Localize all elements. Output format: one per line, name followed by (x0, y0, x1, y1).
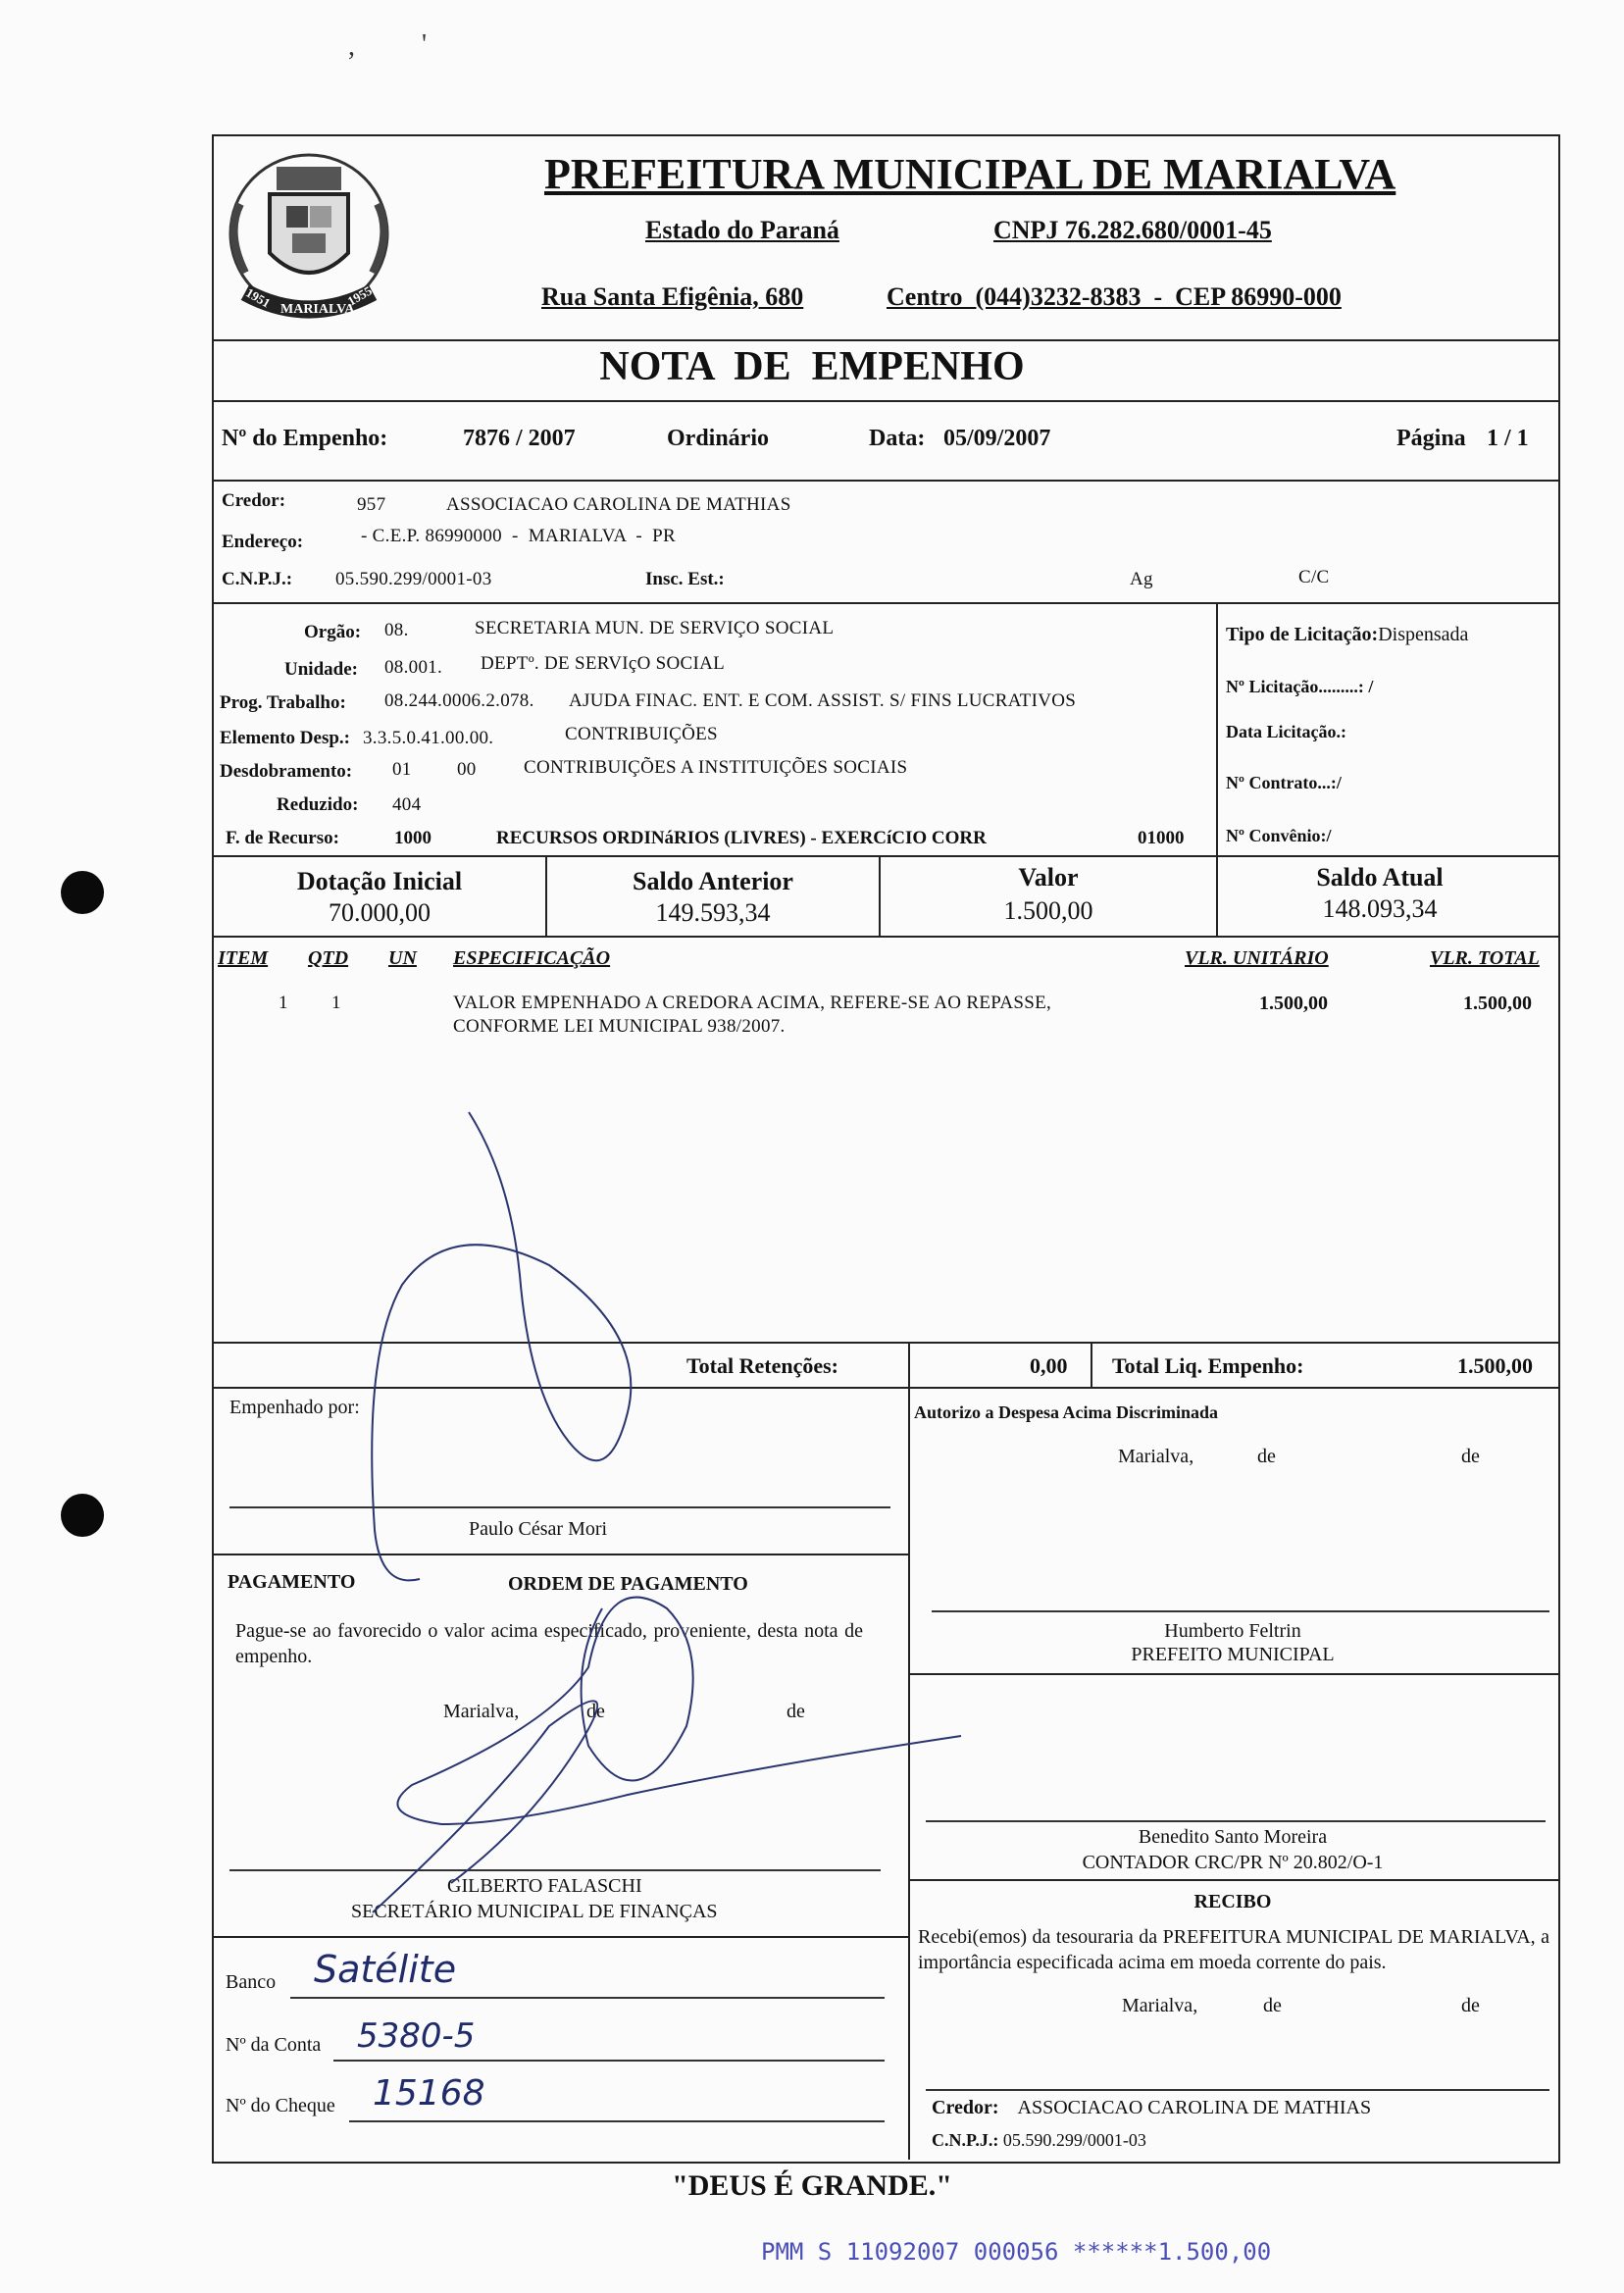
dotacao-value: 70.000,00 (329, 898, 431, 927)
elemento-code: 3.3.5.0.41.00.00. (363, 728, 494, 748)
items-header-total: VLR. TOTAL (1430, 947, 1540, 969)
ordem-text: Pague-se ao favorecido o valor acima especificado, proveniente, desta nota de empenho. (235, 1620, 863, 1667)
prefeito-name: Humberto Feltrin (1164, 1620, 1301, 1642)
retencoes-label: Total Retenções: (686, 1353, 838, 1378)
recibo-cnpj-value: 05.590.299/0001-03 (1002, 2130, 1146, 2150)
org-state: Estado do Paraná (645, 216, 839, 244)
items-header-unit: VLR. UNITÁRIO (1185, 947, 1329, 969)
conta-label: Nº da Conta (226, 2034, 322, 2056)
recurso-label: F. de Recurso: (226, 828, 339, 848)
orgao-code: 08. (384, 620, 409, 640)
elemento-name: CONTRIBUIÇÕES (565, 724, 718, 744)
org-name: PREFEITURA MUNICIPAL DE MARIALVA (544, 150, 1396, 198)
ordem-place: Marialva, (443, 1701, 520, 1722)
saldo-anterior-value: 149.593,34 (655, 898, 771, 927)
item-total-value: 1.500,00 (1463, 993, 1532, 1014)
org-address-detail: Centro (044)3232-8383 - CEP 86990-000 (887, 282, 1342, 311)
item-spec-line2: CONFORME LEI MUNICIPAL 938/2007. (453, 1016, 786, 1037)
empenhado-name: Paulo César Mori (469, 1518, 608, 1540)
orgao-label: Orgão: (304, 622, 362, 642)
licitacao-tipo-value: Dispensada (1378, 624, 1469, 645)
autorizo-de-1: de (1257, 1446, 1276, 1467)
scan-speck: ' (422, 29, 428, 60)
liquido-label: Total Liq. Empenho: (1112, 1353, 1304, 1378)
items-header-spec: ESPECIFICAÇÃO (453, 947, 611, 969)
creditor-code: 957 (357, 494, 386, 515)
unidade-name: DEPTº. DE SERVIçO SOCIAL (481, 653, 726, 674)
org-address: Rua Santa Efigênia, 680 (541, 282, 804, 311)
recibo-de-1: de (1263, 1995, 1282, 2016)
reduzido-label: Reduzido: (277, 794, 359, 815)
saldo-atual-value: 148.093,34 (1322, 894, 1438, 923)
ordem-label: ORDEM DE PAGAMENTO (508, 1573, 748, 1595)
banco-value: Satélite (314, 1948, 457, 1991)
desdobramento-name: CONTRIBUIÇÕES A INSTITUIÇÕES SOCIAIS (524, 757, 908, 778)
secretario-name: GILBERTO FALASCHI (447, 1875, 642, 1897)
cheque-value: 15168 (373, 2073, 485, 2114)
creditor-cnpj: 05.590.299/0001-03 (335, 569, 492, 589)
creditor-cc-label: C/C (1298, 567, 1330, 587)
orgao-name: SECRETARIA MUN. DE SERVIÇO SOCIAL (475, 618, 835, 638)
desdobramento-label: Desdobramento: (220, 761, 353, 782)
creditor-label: Credor: (222, 490, 286, 511)
prog-code: 08.244.0006.2.078. (384, 690, 534, 711)
items-header-un: UN (388, 947, 417, 969)
autorizo-label: Autorizo a Despesa Acima Discriminada (914, 1402, 1218, 1422)
org-cnpj: CNPJ 76.282.680/0001-45 (993, 216, 1272, 244)
valor-value: 1.500,00 (1003, 896, 1093, 925)
unidade-code: 08.001. (384, 657, 443, 678)
retencoes-value: 0,00 (1030, 1353, 1068, 1378)
empenho-type: Ordinário (667, 426, 770, 451)
creditor-ag-label: Ag (1130, 569, 1153, 589)
crest-banner-text: MARIALVA (280, 302, 355, 317)
contador-title: CONTADOR CRC/PR Nº 20.802/O-1 (1082, 1852, 1384, 1873)
ordem-de-1: de (586, 1701, 605, 1722)
prefeito-title: PREFEITO MUNICIPAL (1131, 1644, 1335, 1665)
recibo-de-2: de (1461, 1995, 1480, 2016)
empenho-date: 05/09/2007 (943, 426, 1051, 451)
document-title: NOTA DE EMPENHO (599, 344, 1025, 389)
crest-year-right: 1955 (344, 282, 375, 309)
licitacao-numero: Nº Licitação.........: / (1226, 677, 1374, 696)
recibo-credor-label: Credor: (932, 2097, 999, 2118)
saldo-anterior-label: Saldo Anterior (633, 867, 793, 895)
licitacao-tipo-label: Tipo de Licitação: (1226, 624, 1379, 645)
creditor-address-label: Endereço: (222, 532, 304, 552)
banco-label: Banco (226, 1971, 277, 1993)
page-number: 1 / 1 (1487, 426, 1529, 451)
recurso-code: 1000 (394, 828, 431, 848)
recibo-place: Marialva, (1122, 1995, 1198, 2016)
empenho-number-label: Nº do Empenho: (222, 426, 388, 451)
reduzido-value: 404 (392, 794, 422, 815)
liquido-value: 1.500,00 (1457, 1353, 1533, 1378)
dotacao-label: Dotação Inicial (296, 867, 463, 895)
licitacao-contrato: Nº Contrato...:/ (1226, 773, 1342, 792)
desdobramento-code2: 00 (457, 759, 477, 780)
contador-name: Benedito Santo Moreira (1138, 1826, 1328, 1848)
empenho-number: 7876 / 2007 (463, 426, 576, 451)
recibo-credor-name: ASSOCIACAO CAROLINA DE MATHIAS (1017, 2097, 1372, 2118)
unidade-label: Unidade: (284, 659, 358, 680)
recibo-text: Recebi(emos) da tesouraria da PREFEITURA MUNICIPAL DE MARIALVA, a importância especificada acima em moeda corrente do pais. (918, 1926, 1549, 1973)
recurso-code2: 01000 (1138, 828, 1185, 848)
scan-speck: , (348, 31, 355, 62)
elemento-label: Elemento Desp.: (220, 728, 350, 748)
autorizo-de-2: de (1461, 1446, 1480, 1467)
recurso-name: RECURSOS ORDINáRIOS (LIVRES) - EXERCíCIO CORR (496, 828, 987, 848)
secretario-title: SECRETÁRIO MUNICIPAL DE FINANÇAS (351, 1901, 718, 1922)
page-label: Página (1396, 426, 1466, 451)
empenhado-por-label: Empenhado por: (229, 1397, 360, 1418)
ordem-de-2: de (787, 1701, 805, 1722)
item-number: 1 (279, 993, 288, 1013)
pagamento-label: PAGAMENTO (228, 1571, 356, 1593)
items-header-qtd: QTD (308, 947, 349, 969)
prog-label: Prog. Trabalho: (220, 692, 346, 713)
cheque-label: Nº do Cheque (226, 2095, 335, 2116)
items-header-item: ITEM (218, 947, 269, 969)
item-unit-value: 1.500,00 (1259, 993, 1328, 1014)
conta-value: 5380-5 (357, 2016, 476, 2056)
creditor-name: ASSOCIACAO CAROLINA DE MATHIAS (446, 494, 791, 515)
item-spec-line1: VALOR EMPENHADO A CREDORA ACIMA, REFERE-SE AO REPASSE, (453, 993, 1052, 1013)
autorizo-place: Marialva, (1118, 1446, 1194, 1467)
crest-year-left: 1951 (243, 284, 274, 311)
item-qtd: 1 (331, 993, 341, 1013)
creditor-cnpj-label: C.N.P.J.: (222, 569, 293, 589)
prog-name: AJUDA FINAC. ENT. E COM. ASSIST. S/ FINS LUCRATIVOS (569, 690, 1077, 711)
recibo-cnpj-label: C.N.P.J.: (932, 2130, 999, 2150)
footer-motto: "DEUS É GRANDE." (672, 2169, 952, 2202)
recibo-label: RECIBO (1193, 1891, 1272, 1912)
creditor-insc-label: Insc. Est.: (645, 569, 725, 589)
saldo-atual-label: Saldo Atual (1316, 863, 1444, 892)
creditor-address: - C.E.P. 86990000 - MARIALVA - PR (361, 526, 676, 546)
valor-label: Valor (1018, 863, 1079, 892)
empenho-date-label: Data: (869, 426, 926, 451)
licitacao-convenio: Nº Convênio:/ (1226, 826, 1332, 845)
payment-stamp: PMM S 11092007 000056 ******1.500,00 (761, 2238, 1272, 2266)
licitacao-data: Data Licitação.: (1226, 722, 1346, 741)
desdobramento-code1: 01 (392, 759, 412, 780)
